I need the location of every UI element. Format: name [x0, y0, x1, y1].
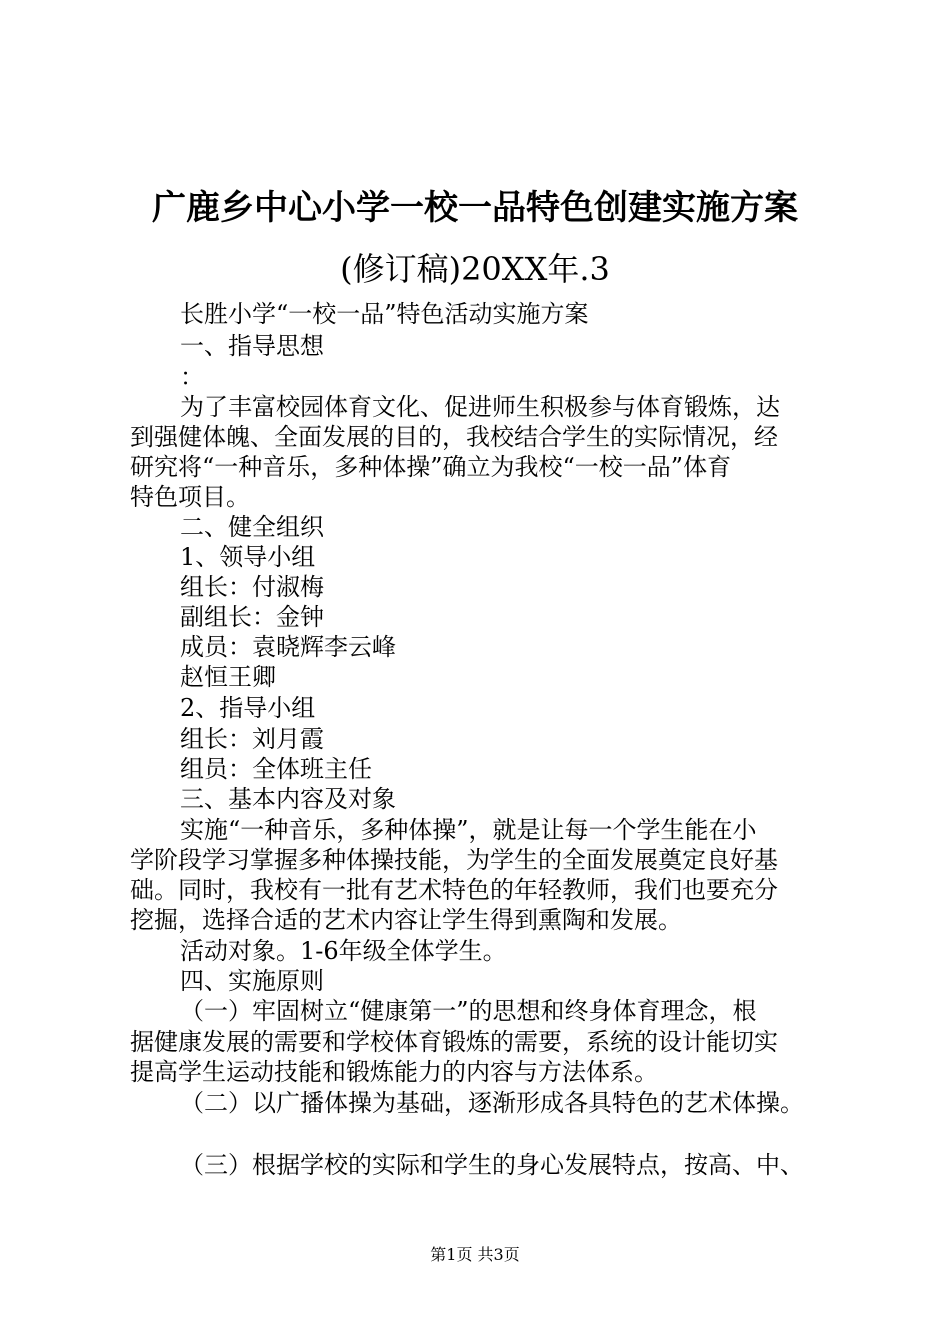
body-line: 组长：付淑梅: [180, 573, 324, 601]
body-line: 2、指导小组: [180, 694, 316, 722]
body-line: 为了丰富校园体育文化、促进师生积极参与体育锻炼，达: [180, 393, 780, 421]
section-heading: 三、基本内容及对象: [180, 785, 396, 813]
section-heading: 四、实施原则: [180, 967, 324, 995]
document-subtitle: (修订稿)20XX年.3: [340, 250, 610, 288]
page-footer: 第1页 共3页: [430, 1245, 520, 1264]
body-line: 研究将“一种音乐，多种体操”确立为我校“一校一品”体育: [130, 453, 732, 481]
section-heading: 二、健全组织: [180, 513, 324, 541]
body-line: 据健康发展的需要和学校体育锻炼的需要，系统的设计能切实: [130, 1028, 778, 1056]
body-line: 长胜小学“一校一品”特色活动实施方案: [180, 300, 589, 328]
body-line: 活动对象。1-6年级全体学生。: [180, 937, 507, 965]
body-line: 副组长：金钟: [180, 603, 324, 631]
body-line: （一）牢固树立“健康第一”的思想和终身体育理念，根: [180, 997, 757, 1025]
body-line: 挖掘，选择合适的艺术内容让学生得到熏陶和发展。: [130, 906, 682, 934]
body-line: 赵恒王卿: [180, 663, 276, 691]
body-line: 提高学生运动技能和锻炼能力的内容与方法体系。: [130, 1058, 658, 1086]
body-line: 成员：袁晓辉李云峰: [180, 633, 396, 661]
body-line: 组长：刘月霞: [180, 725, 324, 753]
body-line: 到强健体魄、全面发展的目的，我校结合学生的实际情况，经: [130, 423, 778, 451]
body-line: 础。同时，我校有一批有艺术特色的年轻教师，我们也要充分: [130, 876, 778, 904]
body-line: 1、领导小组: [180, 543, 316, 571]
body-line: （三）根据学校的实际和学生的身心发展特点，按高、中、: [180, 1151, 804, 1179]
section-heading: 一、指导思想: [180, 332, 324, 360]
body-line: 学阶段学习掌握多种体操技能，为学生的全面发展奠定良好基: [130, 846, 778, 874]
body-line: （二）以广播体操为基础，逐渐形成各具特色的艺术体操。: [180, 1089, 804, 1117]
body-line: ：: [180, 363, 204, 391]
body-line: 特色项目。: [130, 483, 250, 511]
body-line: 实施“一种音乐，多种体操”，就是让每一个学生能在小: [180, 816, 757, 844]
body-line: 组员：全体班主任: [180, 755, 372, 783]
document-title: 广鹿乡中心小学一校一品特色创建实施方案: [152, 188, 798, 228]
